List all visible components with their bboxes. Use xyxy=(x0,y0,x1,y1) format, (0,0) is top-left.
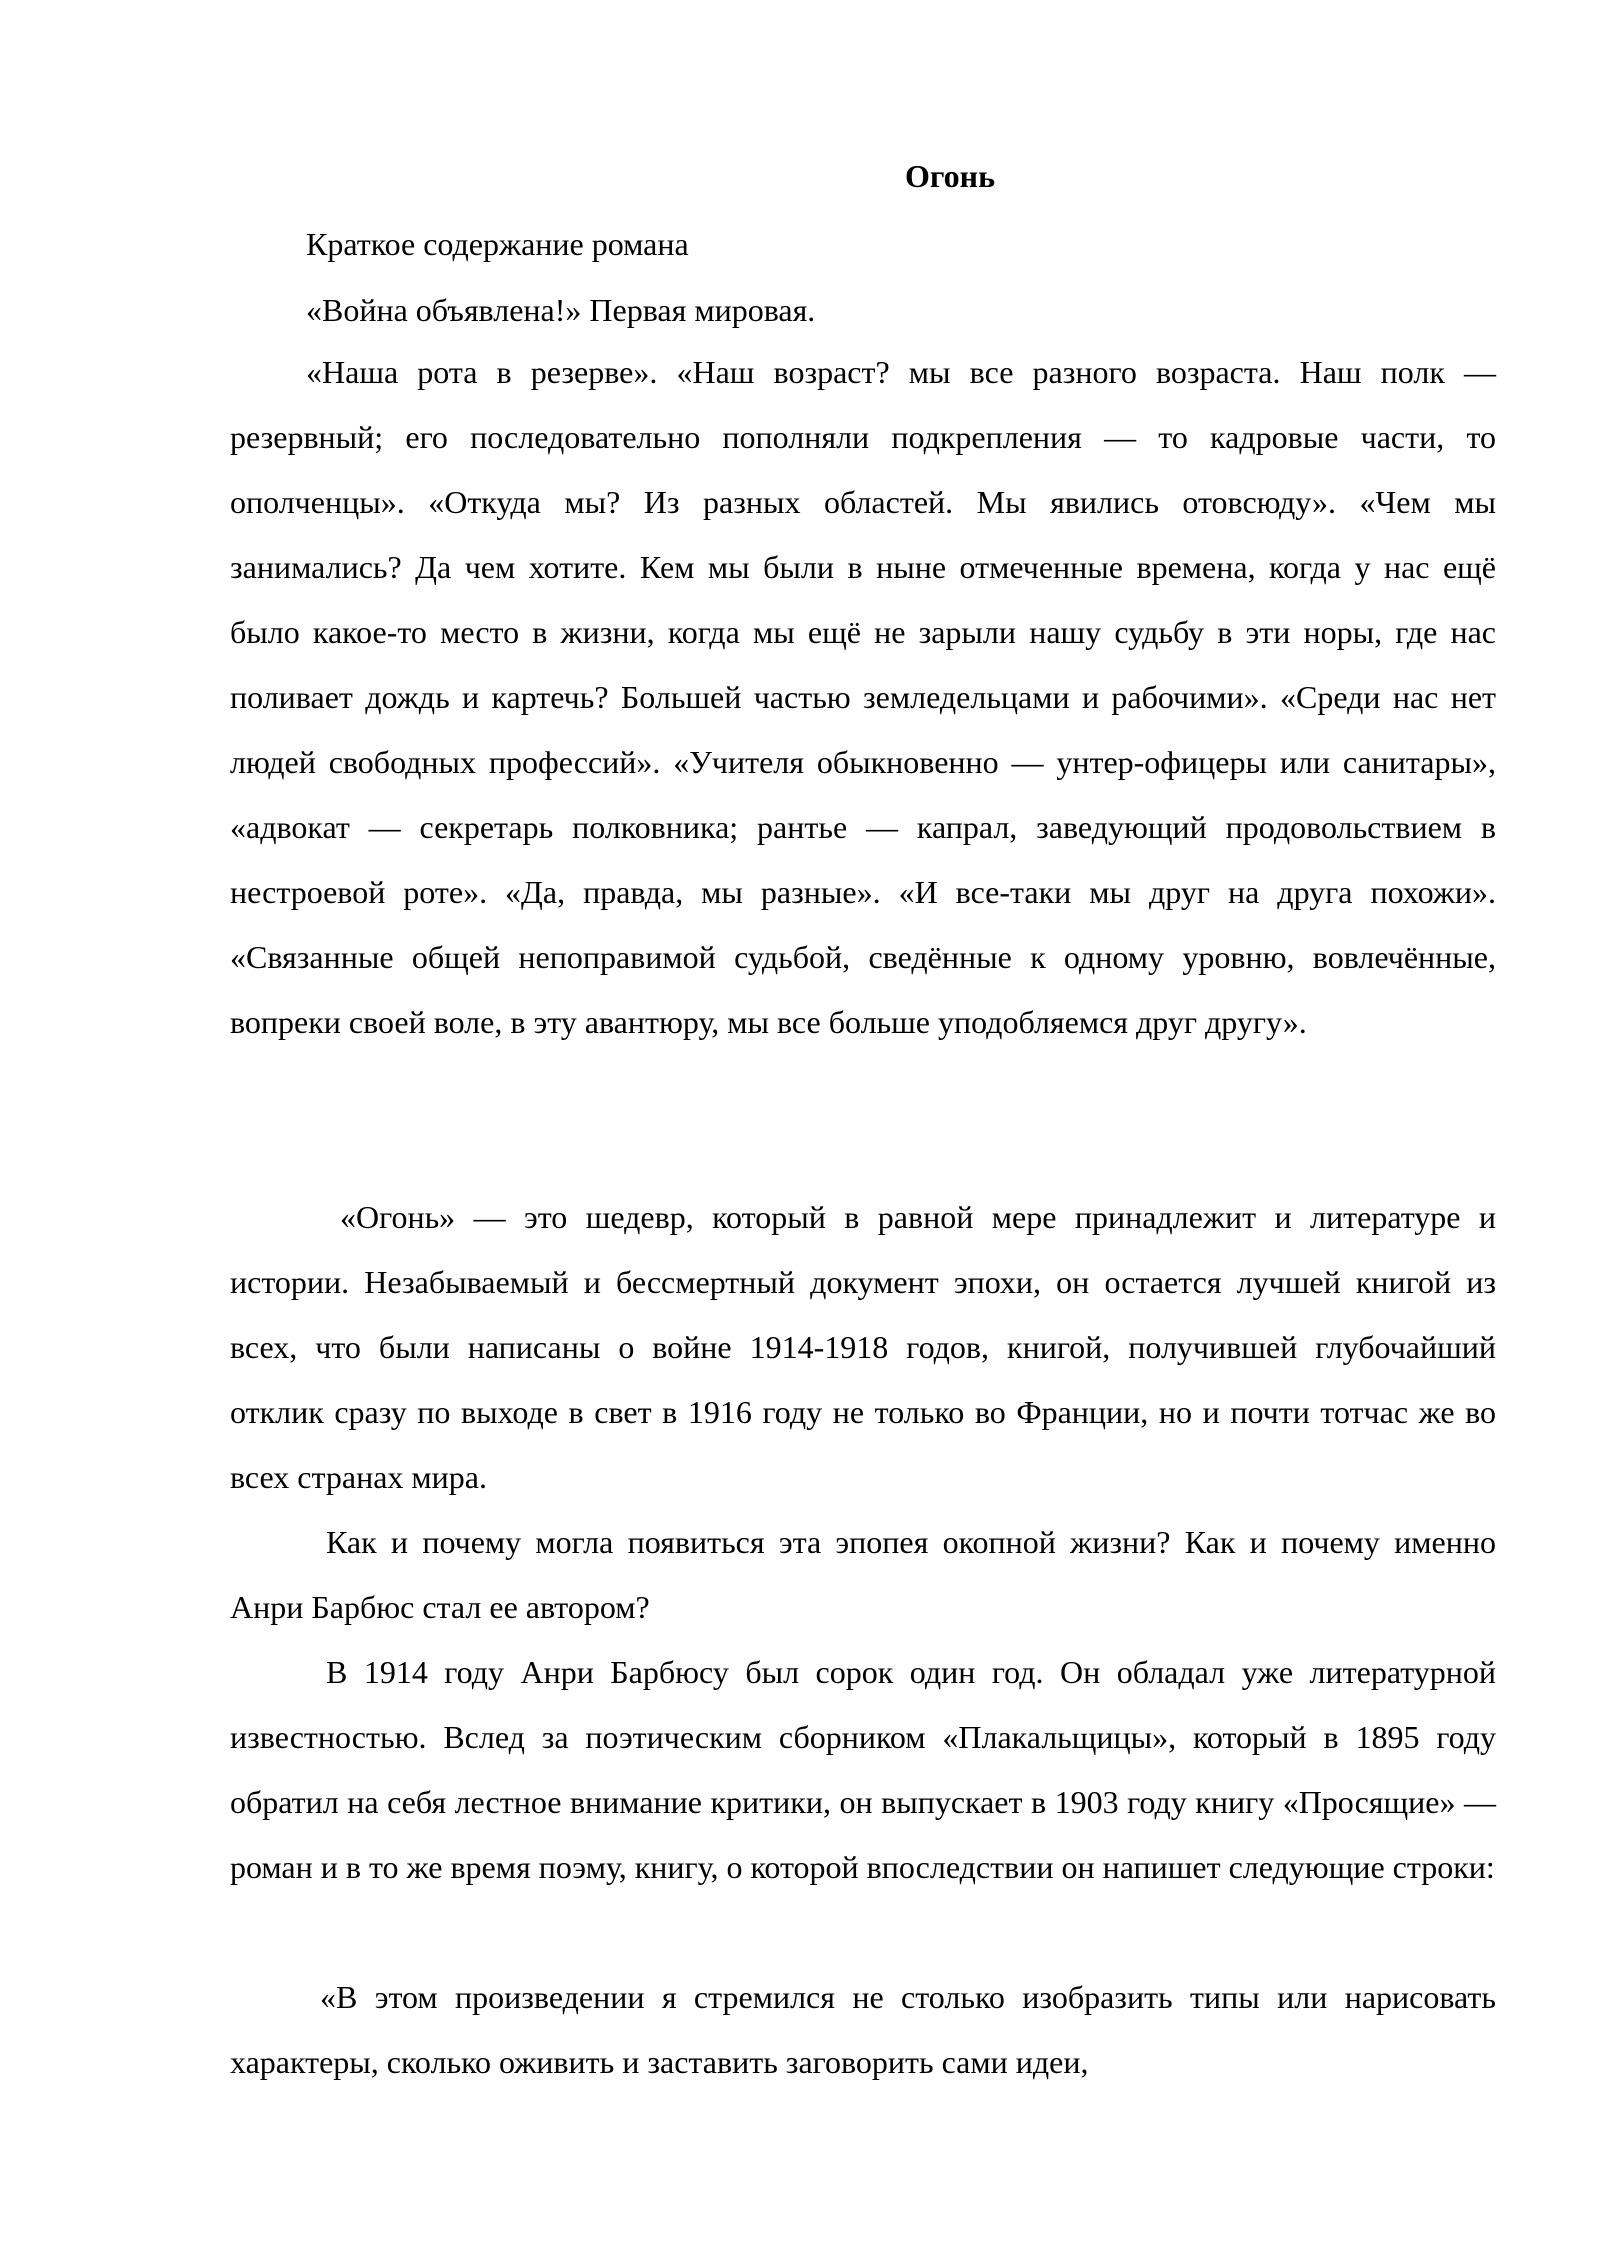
paragraph-2: «Огонь» — это шедевр, который в равной мере принадлежит и литературе и истории. Незабываемый и бессмертный документ эпохи, он остается лучшей книгой из всех, что были написаны о войне 1914-1918 годов, книгой, получившей глубочайший отклик сразу по выходе в свет в 1916 году не только во Франции, но и почти тотчас же во всех странах мира. xyxy=(230,1199,1496,1495)
paragraph-4: В 1914 году Анри Барбюсу был сорок один год. Он обладал уже литературной известностью. Вслед за поэтическим сборником «Плакальщицы», который в 1895 году обратил на себя лестное внимание критики, он выпускает в 1903 году книгу «Просящие» — роман и в то же время поэму, книгу, о которой впоследствии он напишет следующие строки: xyxy=(230,1654,1496,1885)
document-subtitle: Краткое содержание романа xyxy=(306,226,689,262)
paragraph-5: «В этом произведении я стремился не столько изобразить типы или нарисовать характеры, сколько оживить и заставить заговорить сами идеи, xyxy=(230,1979,1496,2080)
paragraph-1: «Наша рота в резерве». «Наш возраст? мы все разного возраста. Наш полк — резервный; его последовательно пополняли подкрепления — то кадровые части, то ополченцы». «Откуда мы? Из разных областей. Мы явились отовсюду». «Чем мы занимались? Да чем хотите. Кем мы были в ныне отмеченные времена, когда у нас ещё было какое-то место в жизни, когда мы ещё не зарыли нашу судьбу в эти норы, где нас поливает дождь и картечь? Большей частью земледельцами и рабочими». «Среди нас нет людей свободных профессий». «Учителя обыкновенно — унтер-офицеры или санитары», «адвокат — секретарь полковника; рантье — капрал, заведующий продовольствием в нестроевой роте». «Да, правда, мы разные». «И все-таки мы друг на друга похожи». «Связанные общей непоправимой судьбой, сведённые к одному уровню, вовлечённые, вопреки своей воле, в эту авантюру, мы все больше уподобляемся друг другу». xyxy=(230,354,1496,1040)
document-title: Огонь xyxy=(905,158,995,194)
document-subtitle-2: «Война объявлена!» Первая мировая. xyxy=(306,292,816,328)
paragraph-3: Как и почему могла появиться эта эпопея окопной жизни? Как и почему именно Анри Барбюс стал ее автором? xyxy=(230,1524,1496,1625)
